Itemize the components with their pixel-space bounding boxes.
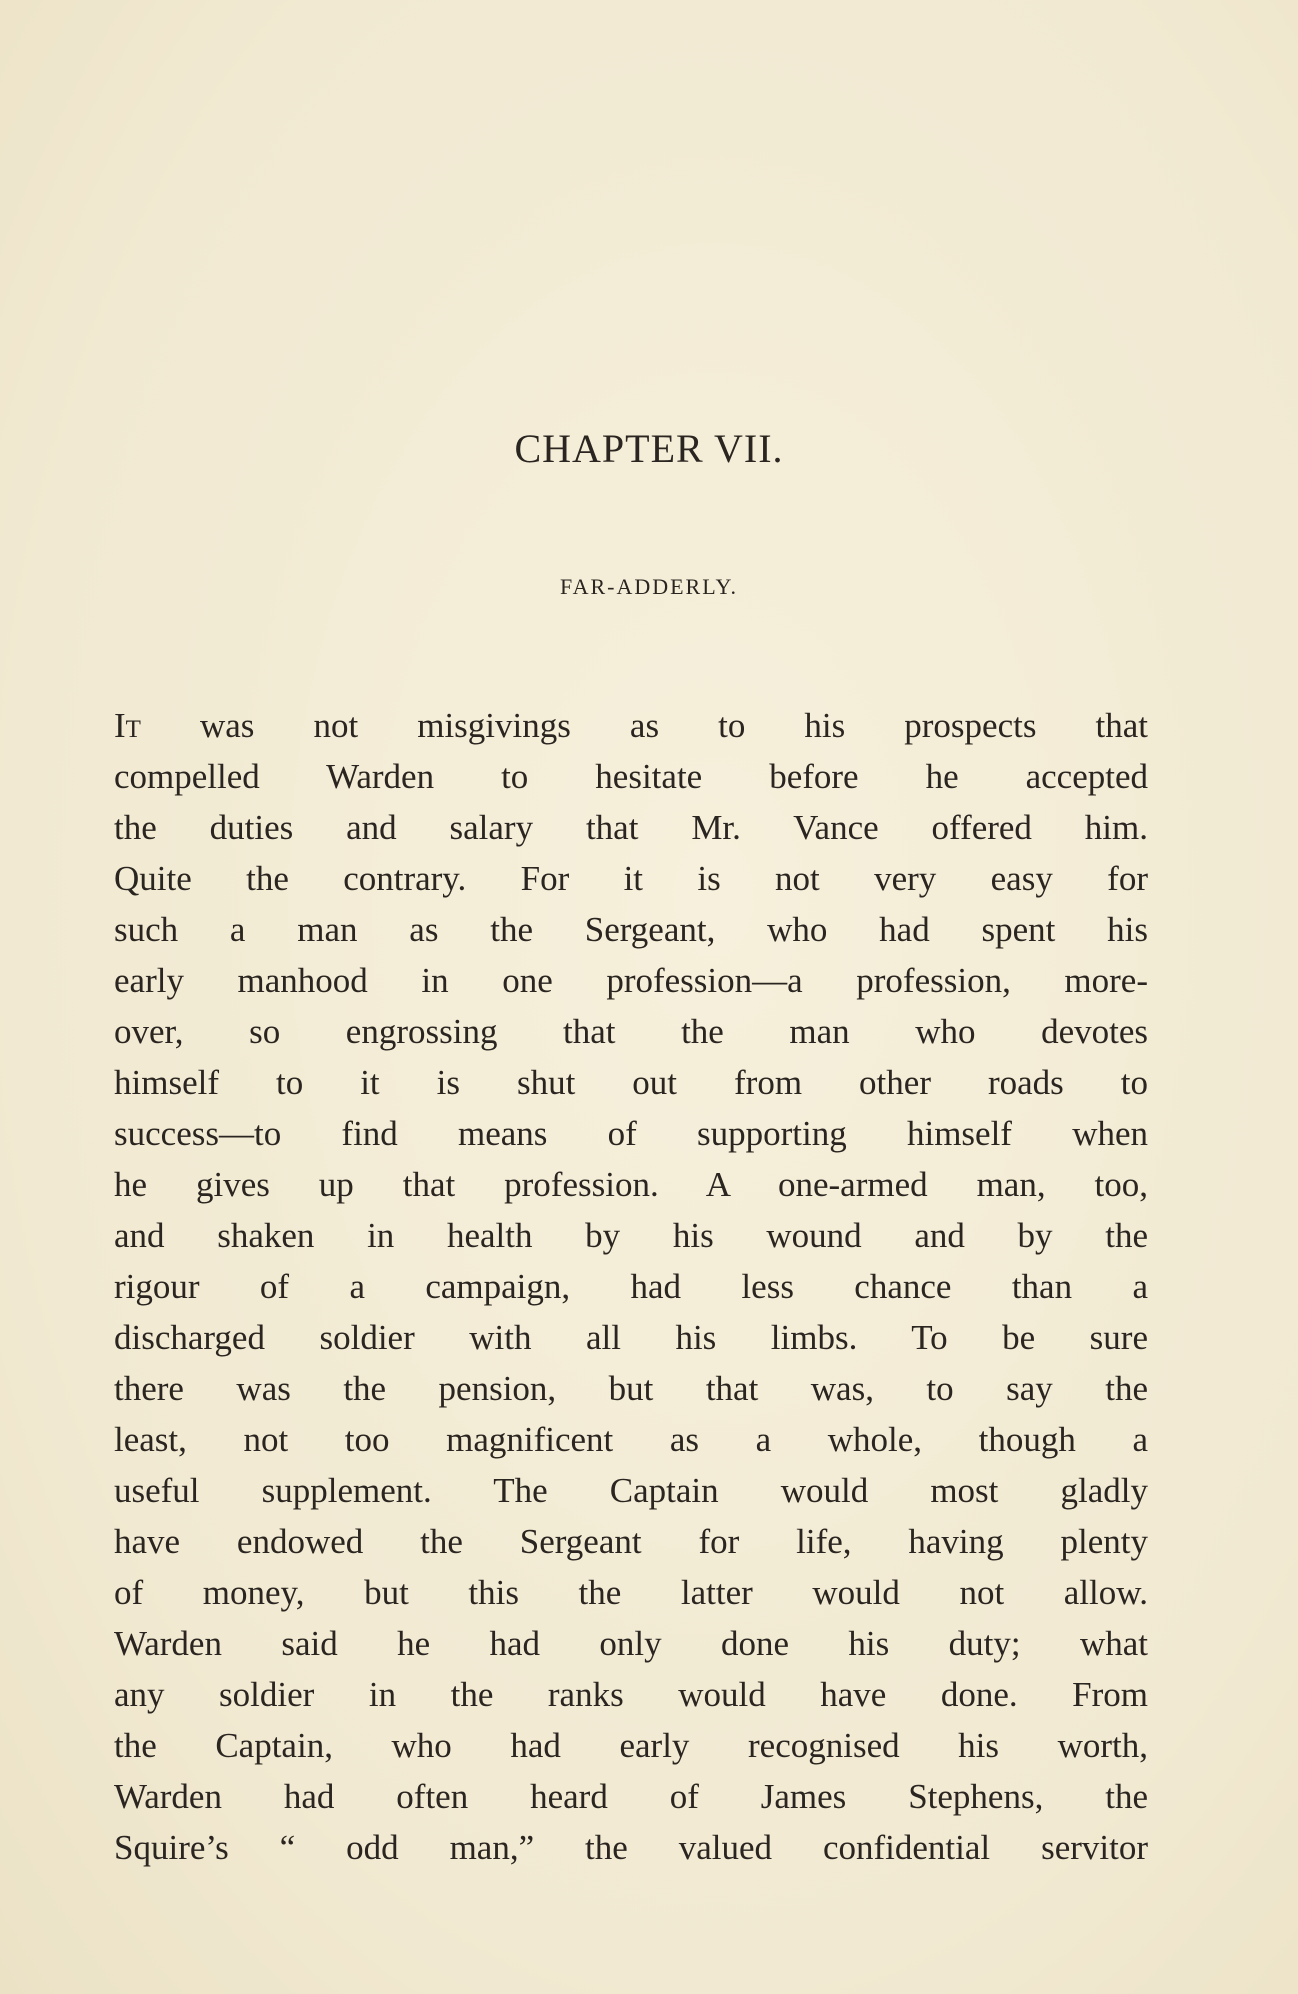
text-line-3: the duties and salary that Mr. Vance offered him.	[114, 808, 1148, 847]
chapter-title: CHAPTER VII.	[514, 426, 784, 471]
text-line-21: the Captain, who had early recognised his worth,	[114, 1726, 1148, 1765]
text-line-5: such a man as the Sergeant, who had spent his	[114, 910, 1148, 949]
text-line-23: Squire’s “ odd man,” the valued confidential servitor	[114, 1828, 1148, 1867]
text-line-9: success—to find means of supporting himself when	[114, 1114, 1148, 1153]
text-line-17: have endowed the Sergeant for life, having plenty	[114, 1522, 1148, 1561]
text-line-15: least, not too magnificent as a whole, though a	[114, 1420, 1148, 1459]
text-line-16: useful supplement. The Captain would most gladly	[114, 1471, 1148, 1510]
text-line-18: of money, but this the latter would not allow.	[114, 1573, 1148, 1612]
text-line-2: compelled Warden to hesitate before he accepted	[114, 757, 1148, 796]
body-paragraph	[114, 700, 1148, 1873]
text-line-11: and shaken in health by his wound and by the	[114, 1216, 1148, 1255]
text-line-13: discharged soldier with all his limbs. To be sure	[114, 1318, 1148, 1357]
text-line-19: Warden said he had only done his duty; what	[114, 1624, 1148, 1663]
text-line-4: Quite the contrary. For it is not very easy for	[114, 859, 1148, 898]
chapter-subtitle: FAR-ADDERLY.	[559, 574, 739, 599]
text-line-8: himself to it is shut out from other roads to	[114, 1063, 1148, 1102]
text-line-1: It was not misgivings as to his prospects that	[114, 706, 1148, 745]
text-line-10: he gives up that profession. A one-armed man, too,	[114, 1165, 1148, 1204]
text-line-20: any soldier in the ranks would have done. From	[114, 1675, 1148, 1714]
text-line-6: early manhood in one profession—a profession, more-	[114, 961, 1148, 1000]
text-line-22: Warden had often heard of James Stephens, the	[114, 1777, 1148, 1816]
text-line-12: rigour of a campaign, had less chance than a	[114, 1267, 1148, 1306]
drop-word: It	[114, 706, 141, 745]
text-line-7: over, so engrossing that the man who devotes	[114, 1012, 1148, 1051]
text-line-14: there was the pension, but that was, to say the	[114, 1369, 1148, 1408]
